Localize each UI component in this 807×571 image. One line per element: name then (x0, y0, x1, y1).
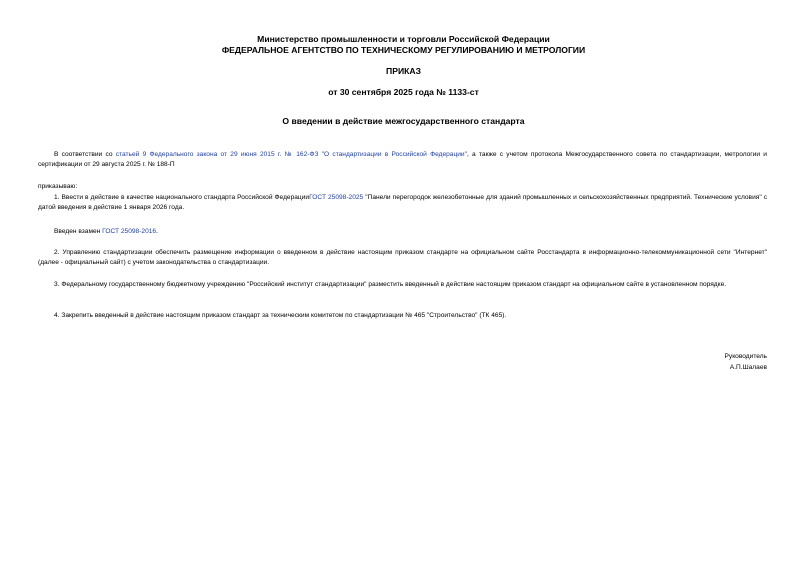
item-1-paragraph (38, 193, 767, 213)
law-article-link[interactable]: статьей 9 Федерального закона от 29 июня 2015 г. № 162-ФЗ "О стандартизации в Российской Федерации" (115, 151, 467, 158)
item-4-paragraph: 4. Закрепить введенный в действие настоящим приказом стандарт за техническим комитетом по стандартизации № 465 "Строительство" (ТК 465). (54, 312, 507, 319)
order-word: приказываю: (38, 183, 78, 190)
order-date: от 30 сентября 2025 года № 1133-ст (328, 87, 479, 97)
replaced-text-after: . (156, 228, 158, 235)
gost-2016-link[interactable]: ГОСТ 25098-2016 (102, 228, 157, 235)
order-title: ПРИКАЗ (386, 66, 421, 76)
signature-position: Руководитель (724, 353, 767, 360)
gost-2025-link[interactable]: ГОСТ 25098-2025 (309, 194, 364, 201)
item-1-text-before: 1. Ввести в действие в качестве национального стандарта Российской Федерации (54, 194, 310, 201)
order-subject: О введении в действие межгосударственного стандарта (282, 116, 525, 126)
preamble-text-after: , а также с учетом протокола Межгосударственного совета по стандартизации, метрологии и сертификации от 29 августа 2025 г. № 188-П (38, 151, 767, 168)
preamble-paragraph (38, 150, 767, 170)
item-3-paragraph: 3. Федеральному государственному бюджетному учреждению "Российский институт стандартизации" разместить введенный в действие настоящим приказом стандарт на официальном сайте в установленном порядке. (54, 281, 727, 288)
agency-heading: ФЕДЕРАЛЬНОЕ АГЕНТСТВО ПО ТЕХНИЧЕСКОМУ РЕГУЛИРОВАНИЮ И МЕТРОЛОГИИ (221, 45, 586, 55)
preamble-text-before: В соответствии со (54, 151, 116, 158)
ministry-heading: Министерство промышленности и торговли Российской Федерации (257, 34, 550, 44)
replaced-text-before: Введен взамен (54, 228, 103, 235)
item-1-text-after: "Панели перегородок железобетонные для зданий промышленных и сельскохозяйственных предприятий. Технические условия" с датой введения в действие 1 января 2026 года. (38, 194, 767, 211)
item-2-paragraph: 2. Управлению стандартизации обеспечить размещение информации о введенном в действие настоящим приказом стандарте на официальном сайте Росстандарта в информационно-телекоммуникационной сети "Интернет" (далее - официальный сайт) с учетом законодательства о стандартизации. (38, 249, 767, 266)
signature-name: А.П.Шалаев (729, 364, 767, 371)
replaced-paragraph (38, 227, 767, 237)
